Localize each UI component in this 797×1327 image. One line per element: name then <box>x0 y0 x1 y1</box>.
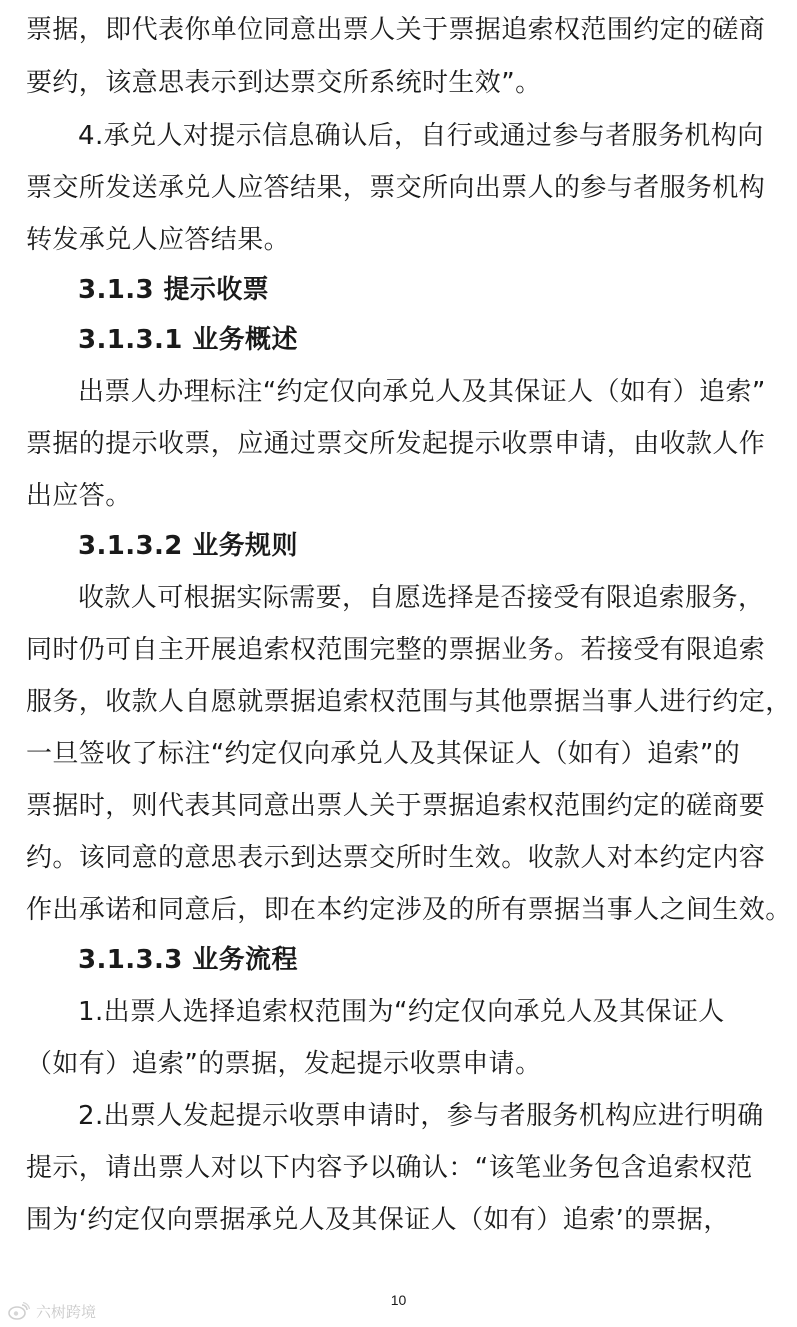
text-line: 转发承兑人应答结果。 <box>26 225 291 255</box>
section-heading: 3.1.3.2 业务规则 <box>78 531 298 561</box>
weibo-logo-icon <box>8 1302 30 1320</box>
text-line: 约。该同意的意思表示到达票交所时生效。收款人对本约定内容 <box>26 843 766 873</box>
text-line: 票据的提示收票，应通过票交所发起提示收票申请，由收款人作 <box>26 429 766 459</box>
text-line: 要约，该意思表示到达票交所系统时生效”。 <box>26 68 542 98</box>
text-line: 票据时，则代表其同意出票人关于票据追索权范围约定的磋商要 <box>26 791 766 821</box>
text-line: 票交所发送承兑人应答结果，票交所向出票人的参与者服务机构 <box>26 173 766 203</box>
page-number: 10 <box>390 1292 407 1308</box>
section-heading: 3.1.3.1 业务概述 <box>78 325 298 355</box>
text-line: 一旦签收了标注“约定仅向承兑人及其保证人（如有）追索”的 <box>26 739 741 769</box>
text-line: 围为‘约定仅向票据承兑人及其保证人（如有）追索’的票据， <box>26 1205 730 1235</box>
section-heading: 3.1.3 提示收票 <box>78 275 270 305</box>
text-line: 1.出票人选择追索权范围为“约定仅向承兑人及其保证人 <box>78 997 725 1027</box>
text-line: 收款人可根据实际需要，自愿选择是否接受有限追索服务， <box>78 583 765 613</box>
section-heading: 3.1.3.3 业务流程 <box>78 945 298 975</box>
text-line: 2.出票人发起提示收票申请时，参与者服务机构应进行明确 <box>78 1101 764 1131</box>
text-line: 同时仍可自主开展追索权范围完整的票据业务。若接受有限追索 <box>26 635 766 665</box>
watermark-text: 六树跨境 <box>36 1302 97 1321</box>
text-line: （如有）追索”的票据，发起提示收票申请。 <box>26 1049 542 1079</box>
text-line: 票据，即代表你单位同意出票人关于票据追索权范围约定的磋商 <box>26 15 766 45</box>
text-line: 出票人办理标注“约定仅向承兑人及其保证人（如有）追索” <box>78 377 766 407</box>
text-line: 4.承兑人对提示信息确认后，自行或通过参与者服务机构向 <box>78 121 764 151</box>
text-line: 服务，收款人自愿就票据追索权范围与其他票据当事人进行约定， <box>26 687 792 717</box>
text-line: 作出承诺和同意后，即在本约定涉及的所有票据当事人之间生效。 <box>26 895 792 925</box>
watermark <box>8 1300 96 1322</box>
text-line: 出应答。 <box>26 481 132 511</box>
text-line: 提示，请出票人对以下内容予以确认：“该笔业务包含追索权范 <box>26 1153 753 1183</box>
